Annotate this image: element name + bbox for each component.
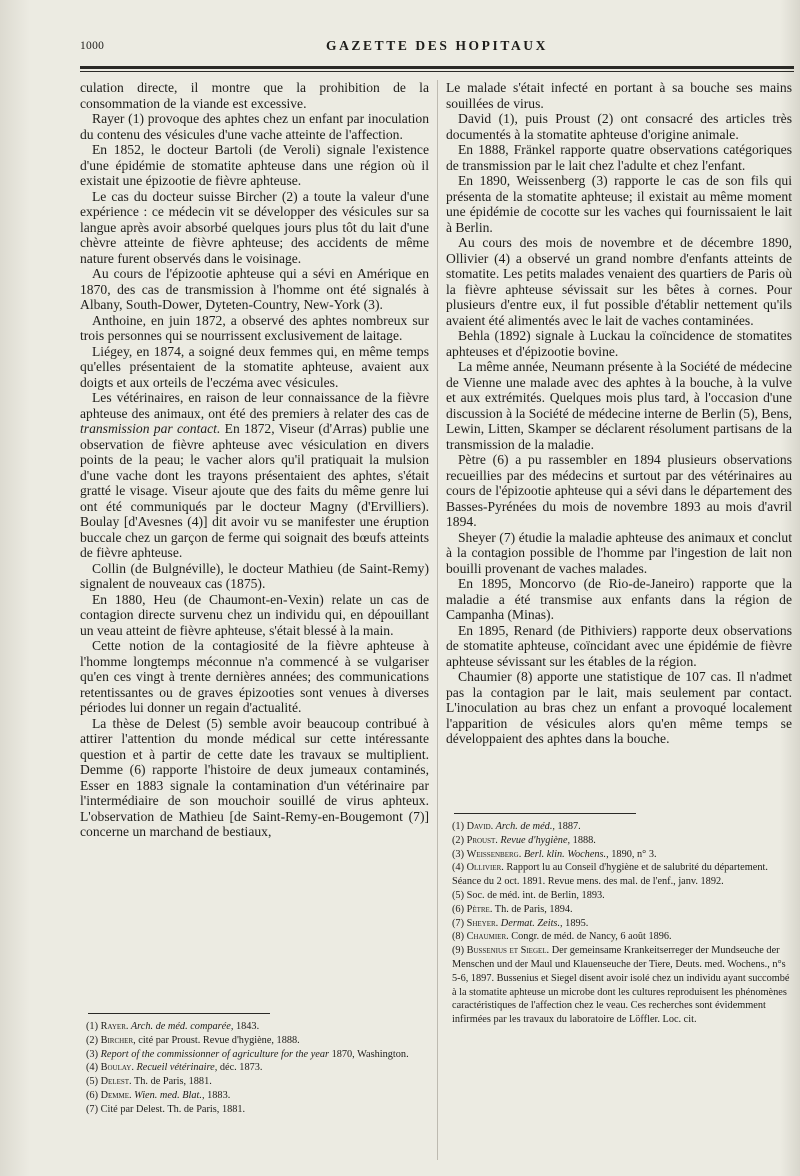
footnote-ital: Arch. de méd., [493,821,555,832]
header-rule-thick [80,66,794,69]
footnote-num: (6) [86,1089,101,1101]
footnote-author: Bircher, [100,1034,136,1046]
footnote [452,889,790,903]
footnote-author: Sheyer. [466,917,499,929]
paragraph: David (1), puis Proust (2) ont consacré des articles très documentés à la stomatite aphteuse d'origine animale. [446,111,792,142]
footnote [86,1089,428,1103]
paragraph: Behla (1892) signale à Luckau la coïncidence de stomatites aphteuses et d'épizootie bovine. [446,328,792,359]
footnote-rest: 1895. [562,917,589,929]
paragraph: Au cours des mois de novembre et de décembre 1890, Ollivier (4) a observé un grand nombre d'enfants atteints de stomatite. Les petits malades venaient des quartiers de Paris où la fièvre aphteuse sévissait sur les bêtes à cornes. Pour plusieurs d'entre eux, il fut possible d'établir nettement qu'ils avaient été alimentés avec le lait de vaches contaminées. [446,235,792,328]
footnote-num: (9) [452,945,467,957]
left-column [80,80,429,840]
journal-title: GAZETTE DES HOPITAUX [325,38,549,53]
footnote-rest: cité par Proust. Revue d'hygiène, 1888. [135,1034,300,1046]
footnote-num: (2) [452,834,467,846]
footnotes-left [86,1020,428,1117]
footnote [86,1075,428,1089]
footnote-author: Chaumier. [466,931,509,943]
footnote [452,930,790,944]
footnote [452,944,790,1027]
footnote-rule-left [88,1013,270,1014]
footnote-rest: Th. de Paris, 1894. [492,903,573,915]
footnote-author: David. [466,821,494,832]
footnote [452,848,790,862]
footnote-ital: Berl. klin. Wochens., [521,848,609,860]
paragraph: La thèse de Delest (5) semble avoir beaucoup contribué à attirer l'attention du monde médical sur cette intéressante question et à partir de cette date les travaux se multiplient. Demme (6) rapporte l'histoire de deux jumeaux contaminés, Esser en 1883 signale la contamination d'un vétérinaire par l'intermédiaire de son mouchoir souillé de virus aphteux. L'observation de Mathieu [de Saint-Remy-en-Bougemont (7)] concerne un marchand de bestiaux, [80,715,429,839]
footnote-num: (3) [452,848,467,860]
footnote [452,834,790,848]
footnote-author: Bussenius et Siegel. [466,945,550,957]
page-header [78,38,796,58]
paragraph: Au cours de l'épizootie aphteuse qui a sévi en Amérique en 1870, des cas de transmission à l'homme ont été signalés à Albany, South-Dower, Dyteten-Country, New-York (3). [80,266,429,312]
footnote-num: (2) [86,1034,101,1046]
footnote-rule-right [454,813,636,814]
footnote [86,1103,428,1117]
paragraph: En 1895, Moncorvo (de Rio-de-Janeiro) rapporte que la maladie a été transmise aux enfants dans la région de Campanha (Minas). [446,576,792,622]
footnote-num: (6) [452,903,467,915]
footnote-author: Pètre. [466,903,493,915]
footnote-ital: Recueil vétérinaire, [133,1062,218,1074]
right-column [446,80,792,747]
footnote [86,1034,428,1048]
footnote-num: (1) [86,1021,101,1032]
footnote-rest: déc. 1873. [217,1062,263,1074]
footnote-rest: Congr. de méd. de Nancy, 6 août 1896. [508,931,672,943]
footnote-rest: Der gemeinsame Krankeitserreger der Mundseuche der Menschen und der Maul und Klauenseuche der Tiere, Deuts. med. Wochens., n°s 5-6, 1897. Bussenius et Siegel disent avoir isolé chez un individu ayant succombé à la stomatite aphteuse un microbe dont les cultures reproduisent les phénomènes caractéristiques de l'affection chez le veau. Ces recherches sont évidemment infirmées par les travaux du laboratoire de Löffler. Loc. cit. [452,945,790,1026]
footnote-num: (5) [86,1076,101,1088]
paragraph: En 1852, le docteur Bartoli (de Veroli) signale l'existence d'une épidémie de stomatite aphteuse dans une région où il existait une épizootie de fièvre aphteuse. [80,142,429,188]
footnote-rest: 1843. [233,1021,260,1032]
paragraph [80,390,429,561]
paragraph: En 1880, Heu (de Chaumont-en-Vexin) relate un cas de contagion directe survenu chez un individu qui, en dépouillant un veau atteint de fièvre aphteuse, s'était blessé à la main. [80,591,429,638]
paragraph: Cette notion de la contagiosité de la fièvre aphteuse à l'homme longtemps méconnue n'a commencé à se vulgariser qu'en ces vingt à trente dernières années; des communications retentissantes ou de graves épizooties sont venues à diverses périodes lui donner un regain d'actualité. [80,638,429,715]
footnote-author: Demme. [100,1089,132,1101]
footnote [452,903,790,917]
footnote-rest: 1887. [554,821,581,832]
paragraph: Pètre (6) a pu rassembler en 1894 plusieurs observations recueillies par des médecins et surtout par des vétérinaires au cours de l'épizootie aphteuse qui a sévi dans le département des Basses-Pyrénées du mois de novembre 1893 au mois d'avril 1894. [446,452,792,529]
paragraph: Le malade s'était infecté en portant à sa bouche ses mains souillées de virus. [446,80,792,111]
footnote-author: Weissenberg. [466,848,522,860]
footnote-rest: 1883. [204,1089,231,1101]
footnote-ital: Revue d'hygiène, [497,834,571,846]
paragraph: Le cas du docteur suisse Bircher (2) a toute la valeur d'une expérience : ce médecin vit se développer des vésicules sur sa langue après avoir absorbé quelques jours plus tôt du lait d'une chèvre atteinte de fièvre aphteuse; des accidents de même nature furent observés dans le voisinage. [80,188,429,266]
footnote-author: Ollivier. [466,862,504,874]
paragraph-text: En 1872, Viseur (d'Arras) publie une observation de fièvre aphteuse avec vésiculation en divers points de la peau; le vacher alors qu'il pratiquait la mulsion d'une vache dont les trayons présentaient des aphtes, s'était gratté le visage. Viseur ajoute que des faits du même genre lui ont été communiqués par le docteur Magny (d'Ervilliers). Boulay [d'Avesnes (4)] dit avoir vu se manifester une éruption buccale chez un garçon de ferme qui soignait des bœufs atteints de fièvre aphteuse. [80,421,429,560]
paragraph: Sheyer (7) étudie la maladie aphteuse des animaux et conclut à la contagion possible de l'homme par l'ingestion de lait non bouilli provenant de vaches malades. [446,529,792,576]
paragraph: La même année, Neumann présente à la Société de médecine de Vienne une malade avec des aphtes à la bouche, à la vulve et aux extrémités. Quelques mois plus tard, à l'occasion d'une discussion à la Société de médecine interne de Berlin (5), Bens, Lewin, Litten, Skamper se déclarent résolument partisans de la transmission de la maladie. [446,359,792,452]
footnote-ital: Dermat. Zeits., [498,917,563,929]
footnote-author: Boulay. [100,1062,134,1074]
footnote-rest: Th. de Paris, 1881. [131,1076,212,1088]
footnote-rest: 1890, n° 3. [608,848,657,860]
footnote-num: (5) [452,889,467,901]
footnote [452,861,790,889]
footnote-rest: Rapport lu au Conseil d'hygiène et de salubrité du département. Séance du 2 oct. 1891. Revue mens. des mal. de l'enf., janv. 1892. [452,862,768,888]
footnote [452,917,790,931]
footnote-num: (4) [452,862,467,874]
footnote-ital: Report of the commissionner of agriculture for the year [100,1048,330,1060]
page-number: 1000 [80,40,105,52]
footnote-num: (3) [86,1048,101,1060]
footnotes-right [452,820,790,1027]
column-divider [437,80,438,1160]
footnote-author: Rayer. [100,1021,129,1032]
header-rule-thin [80,71,794,72]
footnote-author: Delest. [100,1076,132,1088]
footnote-num: (7) [86,1103,101,1115]
footnote-ital: Arch. de méd. comparée, [128,1021,234,1032]
emphasis-text: transmission par contact. [80,421,221,436]
paragraph: Chaumier (8) apporte une statistique de 107 cas. Il n'admet pas la contagion par le lait, mais seulement par contact. L'inoculation au bras chez un enfant a provoqué localement l'apparition de vésicules alors qu'en même temps se développaient des aphtes dans la bouche. [446,669,792,746]
paragraph: En 1888, Fränkel rapporte quatre observations catégoriques de transmission par le lait chez l'adulte et chez l'enfant. [446,142,792,173]
footnote-num: (4) [86,1062,101,1074]
paragraph: Collin (de Bulgnéville), le docteur Mathieu (de Saint-Remy) signalent de nouveaux cas (1875). [80,560,429,591]
footnote-rest: 1870, Washington. [329,1048,409,1060]
footnote-rest: Soc. de méd. int. de Berlin, 1893. [466,889,605,901]
footnote-author: Proust. [466,834,498,846]
footnote [452,820,790,834]
footnote [86,1061,428,1075]
paragraph: Rayer (1) provoque des aphtes chez un enfant par inoculation du contenu des vésicules d'une vache atteinte de l'affection. [80,111,429,142]
footnote-rest: Cité par Delest. Th. de Paris, 1881. [100,1103,246,1115]
footnote [86,1020,428,1034]
paragraph: En 1895, Renard (de Pithiviers) rapporte deux observations de stomatite aphteuse, coïncidant avec une épidémie de fièvre aphteuse sévissant sur les étables de la région. [446,622,792,669]
footnote-num: (7) [452,917,467,929]
paragraph: Anthoine, en juin 1872, a observé des aphtes nombreux sur trois personnes qui se nourrissent exclusivement de laitage. [80,312,429,343]
footnote-num: (8) [452,931,467,943]
paragraph: Liégey, en 1874, a soigné deux femmes qui, en même temps qu'elles présentaient de la stomatite aphteuse, avaient aux doigts et aux orteils de l'eczéma avec vésicules. [80,343,429,390]
footnote-rest: 1888. [570,834,596,846]
paragraph: En 1890, Weissenberg (3) rapporte le cas de son fils qui présenta de la stomatite aphteuse; il existait au même moment une épidémie de cocotte sur les vaches qui fournissaient le lait à Berlin. [446,173,792,235]
paragraph: culation directe, il montre que la prohibition de la consommation de la viande est excessive. [80,80,429,111]
paragraph-text: Les vétérinaires, en raison de leur connaissance de la fièvre aphteuse des animaux, ont été des premiers à relater des cas de [80,390,429,421]
footnote [86,1048,428,1062]
footnote-ital: Wien. med. Blat., [131,1089,205,1101]
footnote-num: (1) [452,821,467,832]
